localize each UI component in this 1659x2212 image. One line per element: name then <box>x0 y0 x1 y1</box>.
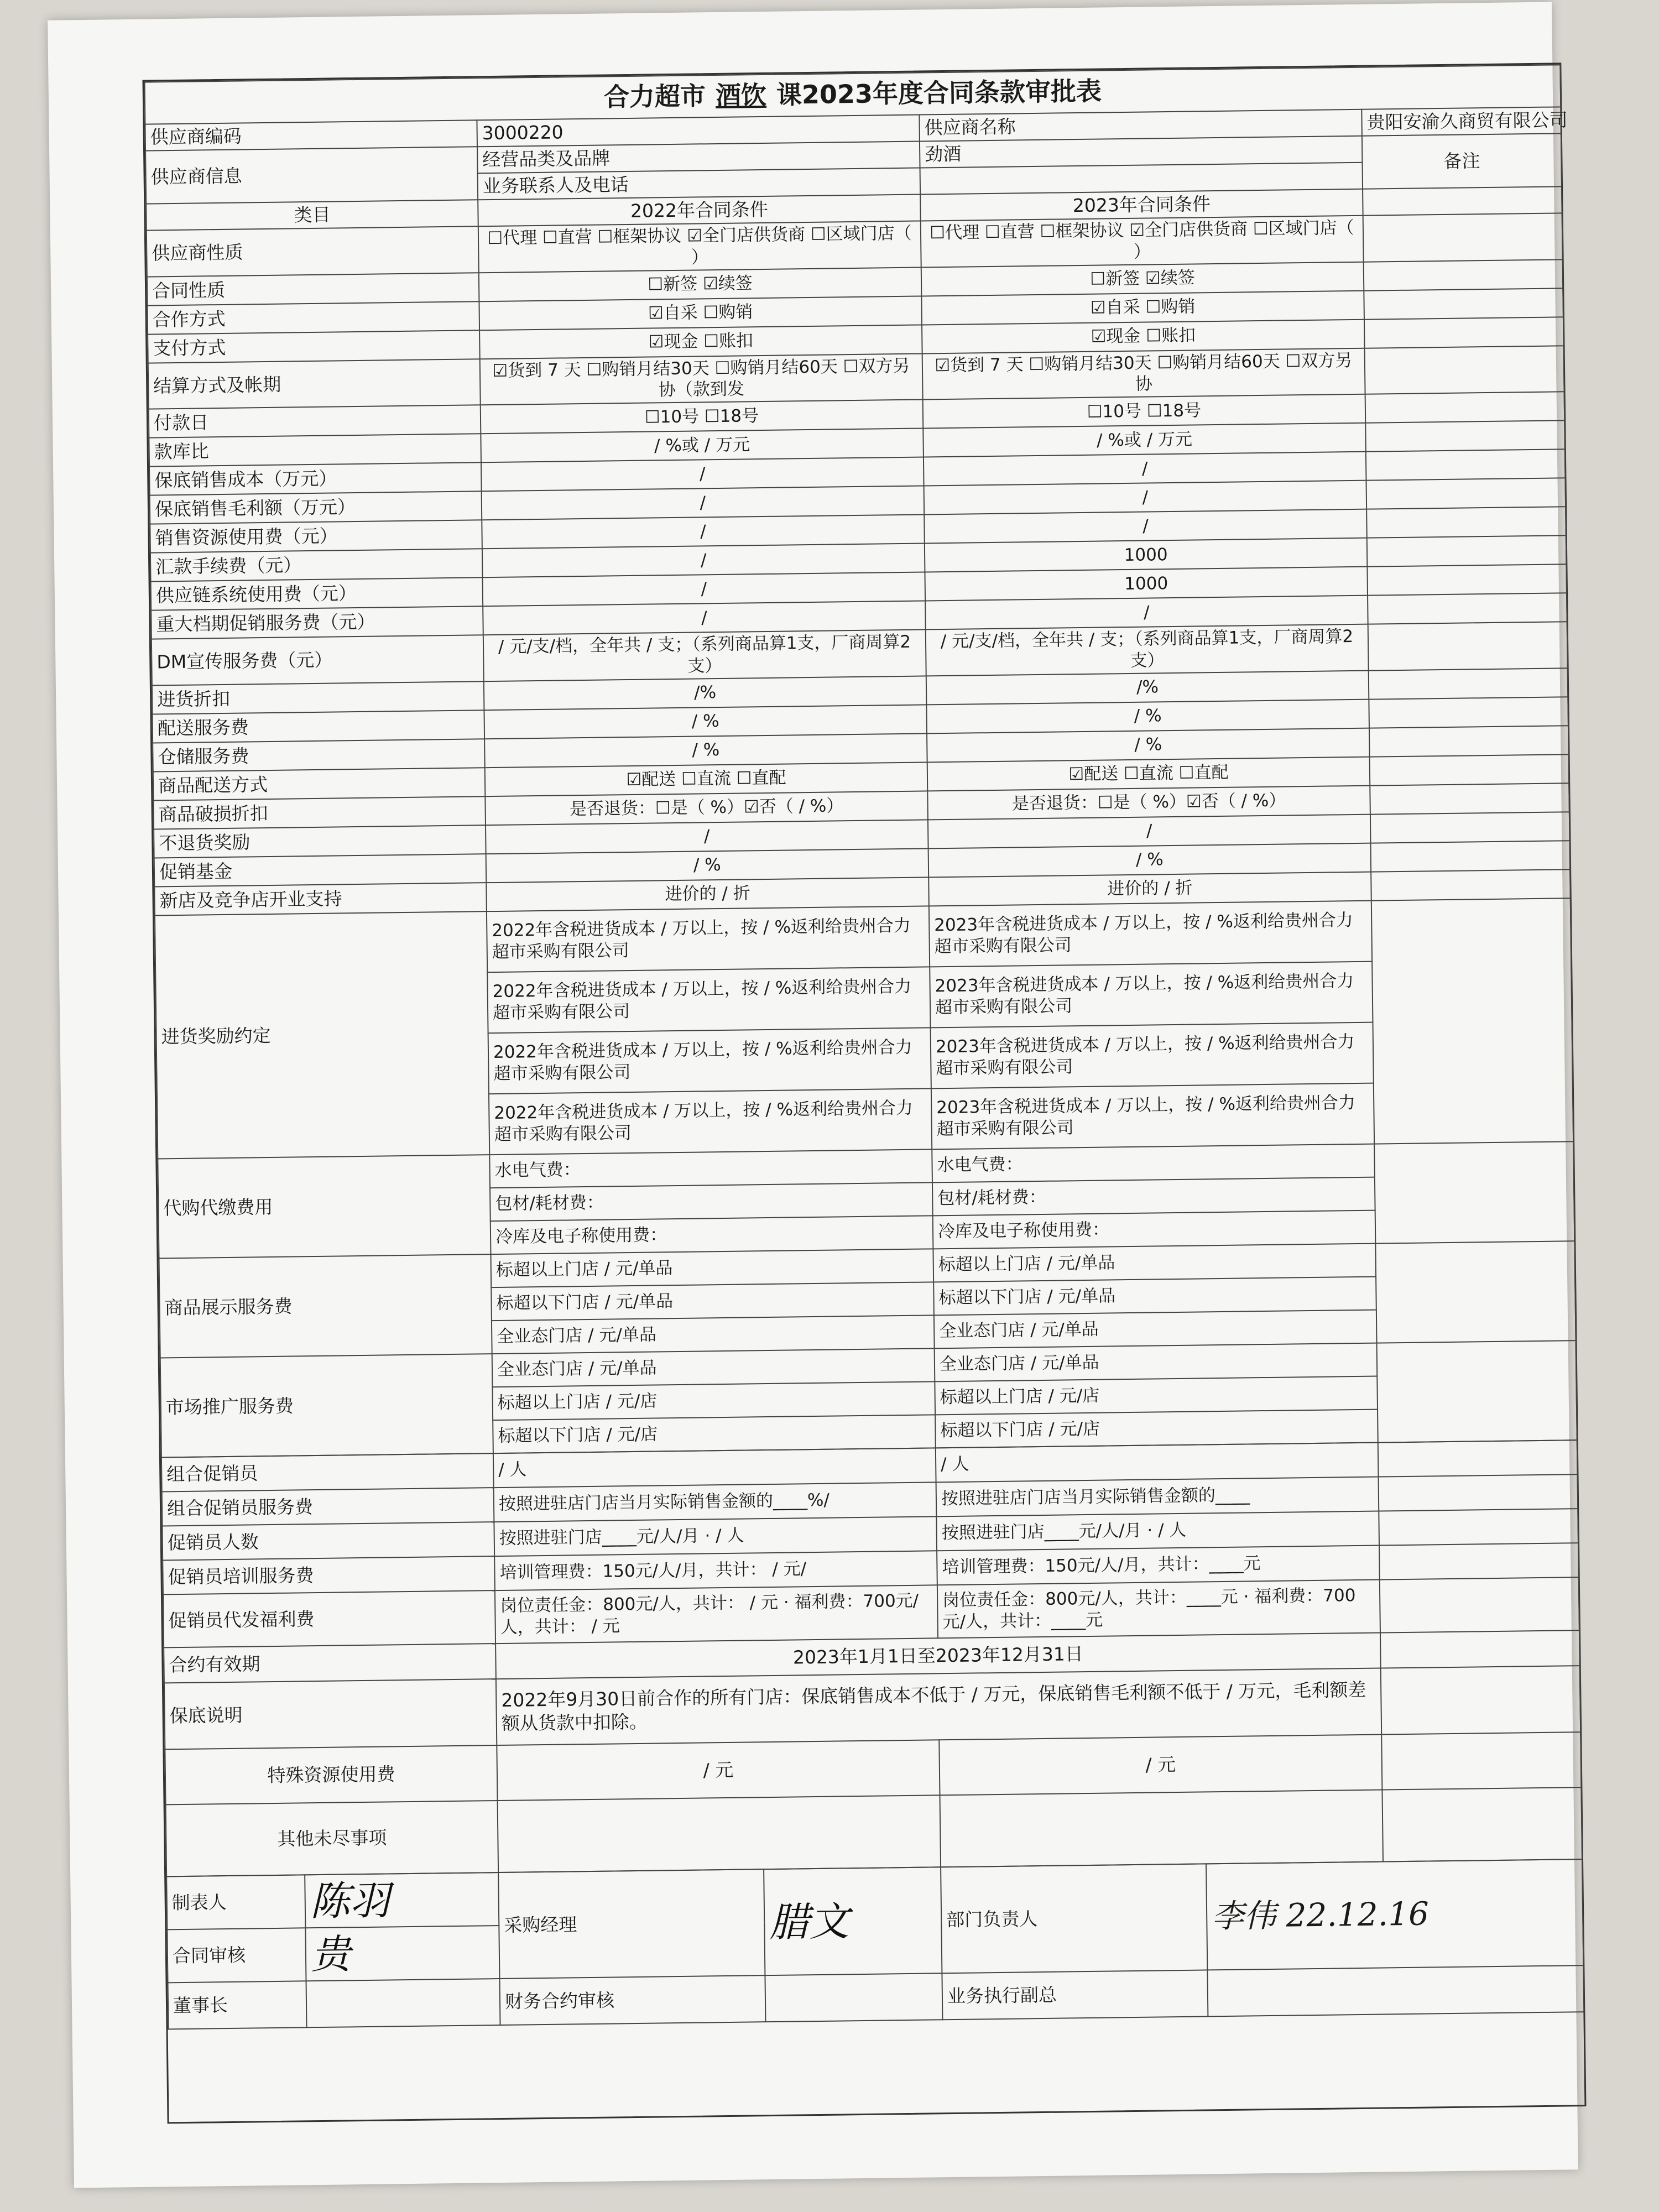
cell-2022: 进价的 / 折 <box>486 877 929 911</box>
marketing-label: 市场推广服务费 <box>160 1354 493 1457</box>
display-2022: 标超以下门店 / 元/单品 <box>491 1282 934 1321</box>
special-label: 特殊资源使用费 <box>165 1745 497 1804</box>
review-signature: 贵 <box>305 1926 499 1981</box>
row-label: 商品破损折扣 <box>153 796 486 829</box>
rebate-label: 进货奖励约定 <box>155 911 489 1159</box>
cell-2023: / % <box>928 843 1371 877</box>
cell-2023: / <box>928 814 1371 848</box>
cell-2022: ☑现金 ☐账扣 <box>479 325 922 359</box>
row-label: 商品配送方式 <box>153 768 486 800</box>
display-2022: 全业态门店 / 元/单品 <box>492 1315 935 1354</box>
dept-label: 部门负责人 <box>941 1864 1207 1973</box>
remarks-cell <box>1380 1630 1580 1668</box>
supplier-name: 贵阳安渝久商贸有限公司 <box>1361 107 1561 135</box>
remarks-cell <box>1370 783 1569 814</box>
remarks-cell <box>1365 392 1565 422</box>
column-2023: 2023年合同条件 <box>920 189 1363 221</box>
display-label: 商品展示服务费 <box>159 1254 492 1358</box>
row-label: 促销员人数 <box>162 1522 494 1560</box>
purchase-signature: 腊文 <box>764 1867 942 1975</box>
cell-2023: / <box>924 481 1367 515</box>
remarks-label: 备注 <box>1362 133 1562 189</box>
remarks-cell <box>1369 726 1569 757</box>
supplier-code: 3000220 <box>477 115 920 147</box>
remarks-cell <box>1381 1666 1580 1734</box>
row-label: 促销员培训服务费 <box>163 1556 495 1594</box>
remarks-cell <box>1363 213 1563 262</box>
cell-2023: ☐新签 ☑续签 <box>921 262 1364 296</box>
row-label: 保底销售毛利额（万元） <box>150 491 482 524</box>
supplier-info-label: 供应商信息 <box>145 147 478 204</box>
cell-2022: 培训管理费：150元/人/月，共计： / 元/ <box>494 1551 937 1590</box>
validity-label: 合约有效期 <box>164 1644 496 1683</box>
row-label: 不退货奖励 <box>154 825 486 858</box>
row-label: 新店及竞争店开业支持 <box>154 883 487 915</box>
row-label: 进货折扣 <box>152 681 484 714</box>
remarks-cell <box>1379 1543 1579 1579</box>
remarks-cell <box>1377 1340 1577 1442</box>
form-table <box>144 64 1578 1458</box>
vp-signature <box>1207 1965 1584 2016</box>
cell-2023: ☐10号 ☐18号 <box>923 394 1366 429</box>
category-value: 劲酒 <box>920 136 1363 168</box>
cell-2022: / <box>482 514 925 549</box>
row-label: 付款日 <box>149 405 481 437</box>
remarks-cell <box>1365 346 1564 394</box>
agency-2022: 冷库及电子称使用费： <box>491 1215 933 1254</box>
remarks-cell <box>1366 507 1566 538</box>
remarks-cell <box>1369 668 1568 699</box>
cell-2023: ☑自采 ☐购销 <box>921 290 1364 325</box>
cell-2023: / %或 / 万元 <box>923 423 1366 457</box>
row-label: 组合促销员服务费 <box>162 1488 494 1526</box>
marketing-2023: 全业态门店 / 元/单品 <box>935 1343 1378 1381</box>
display-2023: 标超以上门店 / 元/单品 <box>933 1243 1376 1282</box>
row-label: 支付方式 <box>148 330 480 363</box>
agency-2022: 包材/耗材费： <box>490 1182 933 1221</box>
cell-2022: / % <box>484 733 927 768</box>
remarks-cell <box>1382 1787 1582 1861</box>
remarks-cell <box>1363 186 1562 215</box>
remarks-cell <box>1364 259 1563 290</box>
paper-sheet <box>48 2 1578 2188</box>
row-label: 配送服务费 <box>152 710 484 743</box>
remarks-cell <box>1367 535 1567 566</box>
cell-2022: 岗位责任金：800元/人，共计： / 元 · 福利费：700元/人，共计： / 元 <box>495 1585 938 1644</box>
cell-2022: / <box>483 601 926 635</box>
rebate-2023: 2023年含税进货成本 / 万以上，按 / %返利给贵州合力超市采购有限公司 <box>929 900 1372 967</box>
remarks-cell <box>1368 622 1568 670</box>
cell-2023: 1000 <box>925 567 1368 601</box>
row-label: 仓储服务费 <box>153 739 485 771</box>
cell-2022: / 人 <box>493 1448 936 1488</box>
row-label: 促销员代发福利费 <box>163 1590 495 1647</box>
row-label: 合作方式 <box>147 301 479 334</box>
remarks-cell <box>1368 593 1567 624</box>
remarks-cell <box>1366 449 1566 480</box>
cell-2023: / 元/支/档，全年共 / 支；（系列商品算1支，厂商周算2支） <box>926 624 1369 676</box>
remarks-cell <box>1379 1509 1578 1545</box>
row-label: 款库比 <box>149 434 481 466</box>
maker-label: 制表人 <box>166 1875 305 1929</box>
remarks-cell <box>1374 1141 1574 1243</box>
purchase-label: 采购经理 <box>498 1869 765 1979</box>
marketing-2023: 标超以上门店 / 元/店 <box>935 1376 1378 1415</box>
supplier-code-label: 供应商编码 <box>145 120 477 150</box>
cell-2022: 是否退货：☐是（ %）☑否（ / %） <box>485 791 928 825</box>
remarks-cell <box>1371 841 1571 872</box>
display-2022: 标超以上门店 / 元/单品 <box>491 1249 933 1287</box>
cell-2023: / <box>924 509 1367 544</box>
chair-signature <box>306 1979 500 2027</box>
row-label: 销售资源使用费（元） <box>150 520 482 552</box>
remarks-cell <box>1371 869 1571 900</box>
cell-2023: ☑现金 ☐账扣 <box>922 319 1365 353</box>
row-label: 组合促销员 <box>161 1453 494 1491</box>
cell-2023: 培训管理费：150元/人/月，共计：____元 <box>937 1545 1380 1585</box>
vp-label: 业务执行副总 <box>942 1970 1208 2020</box>
remarks-cell <box>1364 288 1563 319</box>
cell-2022: / <box>482 543 925 577</box>
row-label: DM宣传服务费（元） <box>152 635 484 685</box>
column-item: 类目 <box>146 200 478 230</box>
cell-2022: 按照进驻店门店当月实际销售金额的____%/ <box>494 1482 937 1522</box>
cell-2023: / <box>925 596 1368 630</box>
rebate-2023: 2023年含税进货成本 / 万以上，按 / %返利给贵州合力超市采购有限公司 <box>931 1083 1374 1149</box>
contact-label: 业务联系人及电话 <box>478 168 921 200</box>
cell-2022: / 元/支/档，全年共 / 支；（系列商品算1支，厂商周算2支） <box>483 629 926 681</box>
lower-rows <box>161 1440 1579 1647</box>
cell-2023: / % <box>926 699 1369 733</box>
cell-2022: / <box>486 820 928 854</box>
cell-2022: / <box>482 486 925 520</box>
cell-2023: ☑货到 7 天 ☐购销月结30天 ☐购销月结60天 ☐双方另协 <box>922 348 1365 399</box>
cell-2022: /% <box>484 676 927 710</box>
review-label: 合同审核 <box>167 1928 306 1983</box>
rebate-2023: 2023年含税进货成本 / 万以上，按 / %返利给贵州合力超市采购有限公司 <box>930 961 1373 1027</box>
row-label: 汇款手续费（元） <box>150 549 483 581</box>
remarks-cell <box>1364 317 1564 348</box>
cell-2023: 按照进驻店门店当月实际销售金额的____ <box>936 1477 1379 1516</box>
remarks-cell <box>1370 754 1569 785</box>
cell-2023: 岗位责任金：800元/人，共计：____元 · 福利费：700元/人，共计：____元 <box>937 1579 1380 1638</box>
chair-label: 董事长 <box>168 1981 307 2029</box>
guarantee-label: 保底说明 <box>164 1679 497 1749</box>
marketing-2022: 标超以下门店 / 元/店 <box>493 1415 936 1453</box>
finance-signature <box>765 1973 942 2022</box>
cell-2022: / % <box>486 848 929 883</box>
cell-2023: / <box>924 452 1366 486</box>
cell-2023: ☑配送 ☐直流 ☐直配 <box>927 757 1370 791</box>
row-label: 保底销售成本（万元） <box>149 462 482 495</box>
remarks-cell <box>1370 812 1570 843</box>
remarks-cell <box>1366 478 1566 509</box>
agency-2023: 水电气费： <box>932 1144 1375 1182</box>
agency-label: 代购代缴费用 <box>158 1155 491 1258</box>
cell-2023: / % <box>927 728 1370 762</box>
rebate-2022: 2022年含税进货成本 / 万以上，按 / %返利给贵州合力超市采购有限公司 <box>488 1027 931 1094</box>
marketing-2022: 标超以上门店 / 元/店 <box>492 1381 935 1420</box>
remarks-cell <box>1375 1241 1575 1343</box>
cell-2023: 进价的 / 折 <box>928 872 1371 906</box>
rebate-2022: 2022年含税进货成本 / 万以上，按 / %返利给贵州合力超市采购有限公司 <box>489 1088 932 1155</box>
cell-2022: 按照进驻门店____元/人/月 · / 人 <box>494 1516 937 1556</box>
cell-2023: 是否退货：☐是（ %）☑否（ / %） <box>927 785 1370 820</box>
remarks-cell <box>1367 564 1567 595</box>
row-label: 供应链系统使用费（元） <box>151 577 483 610</box>
remarks-cell <box>1365 420 1565 451</box>
supplier-name-label: 供应商名称 <box>919 109 1362 142</box>
guarantee-value: 2022年9月30日前合作的所有门店：保底销售成本不低于 / 万元，保底销售毛利额不低于 / 万元，毛利额差额从货款中扣除。 <box>496 1668 1381 1745</box>
cell-2022: / %或 / 万元 <box>481 428 924 462</box>
other-2023 <box>940 1790 1383 1867</box>
cell-2022: ☐新签 ☑续签 <box>479 267 922 301</box>
cell-2022: ☑货到 7 天 ☐购销月结30天 ☐购销月结60天 ☐双方另协（款到发 <box>480 353 923 405</box>
row-label: 重大档期促销服务费（元） <box>151 606 483 639</box>
row-label: 促销基金 <box>154 854 487 886</box>
form-title: 合力超市 酒饮 课2023年度合同条款审批表 <box>145 65 1561 124</box>
remarks-cell <box>1378 1440 1578 1477</box>
cell-2022: / % <box>484 705 927 739</box>
row-label: 结算方式及帐期 <box>148 359 481 409</box>
agency-2023: 包材/耗材费： <box>932 1177 1375 1215</box>
column-2022: 2022年合同条件 <box>478 195 921 227</box>
other-2022 <box>498 1795 941 1872</box>
special-2022: / 元 <box>497 1740 940 1801</box>
maker-signature: 陈羽 <box>305 1872 499 1928</box>
category-label: 经营品类及品牌 <box>477 142 920 174</box>
dept-signature: 李伟 22.12.16 <box>1206 1859 1583 1970</box>
cell-2023: /% <box>926 670 1369 705</box>
cell-2022: ☐代理 ☐直营 ☐框架协议 ☑全门店供货商 ☐区域门店（ ） <box>478 221 921 273</box>
rebate-2022: 2022年含税进货成本 / 万以上，按 / %返利给贵州合力超市采购有限公司 <box>487 906 930 972</box>
cell-2023: 1000 <box>925 538 1368 572</box>
cell-2022: ☐10号 ☐18号 <box>481 399 924 434</box>
marketing-2023: 标超以下门店 / 元/店 <box>935 1409 1378 1448</box>
other-label: 其他未尽事项 <box>166 1801 499 1876</box>
terms-rows <box>147 213 1577 1457</box>
lower-table <box>161 1439 1583 1877</box>
validity-value: 2023年1月1日至2023年12月31日 <box>495 1632 1381 1679</box>
cell-2022: / <box>481 457 924 491</box>
remarks-cell <box>1380 1577 1579 1632</box>
finance-label: 财务合约审核 <box>499 1975 765 2025</box>
rebate-2022: 2022年含税进货成本 / 万以上，按 / %返利给贵州合力超市采购有限公司 <box>487 967 930 1033</box>
display-2023: 全业态门店 / 元/单品 <box>934 1310 1377 1348</box>
remarks-cell <box>1381 1732 1581 1790</box>
row-label: 合同性质 <box>147 273 479 305</box>
cell-2023: / 人 <box>936 1442 1379 1482</box>
marketing-2022: 全业态门店 / 元/单品 <box>492 1348 935 1387</box>
agency-2023: 冷库及电子称使用费： <box>933 1210 1376 1249</box>
remarks-cell <box>1379 1474 1578 1511</box>
signature-table <box>166 1859 1584 2030</box>
agency-2022: 水电气费： <box>489 1149 932 1188</box>
remarks-cell <box>1369 697 1568 728</box>
cell-2023: ☐代理 ☐直营 ☐框架协议 ☑全门店供货商 ☐区域门店（ ） <box>921 216 1364 267</box>
remarks-cell <box>1371 898 1573 1144</box>
cell-2022: ☑配送 ☐直流 ☐直配 <box>485 762 928 796</box>
cell-2022: / <box>483 572 926 606</box>
row-label: 供应商性质 <box>147 226 479 276</box>
display-2023: 标超以下门店 / 元/单品 <box>933 1276 1376 1315</box>
approval-form <box>142 62 1586 2124</box>
special-2023: / 元 <box>939 1734 1382 1795</box>
cell-2023: 按照进驻门店____元/人/月 · / 人 <box>936 1511 1379 1551</box>
cell-2022: ☑自采 ☐购销 <box>479 296 922 330</box>
rebate-2023: 2023年含税进货成本 / 万以上，按 / %返利给贵州合力超市采购有限公司 <box>931 1022 1374 1088</box>
